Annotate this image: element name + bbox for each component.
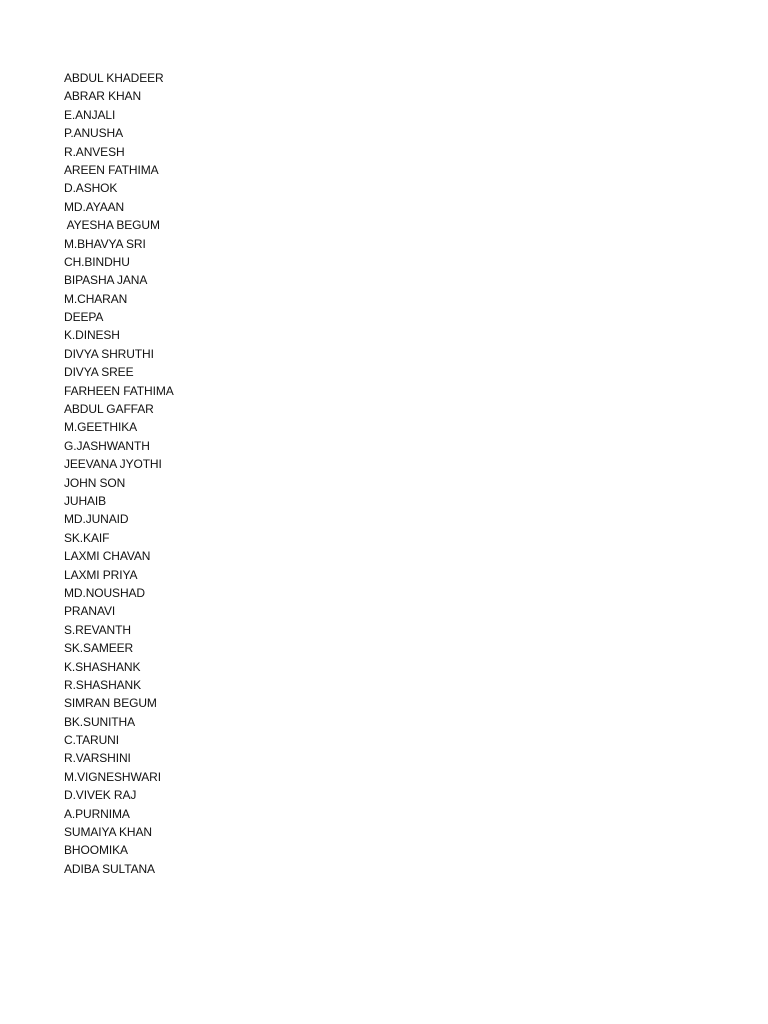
name-list-item: M.CHARAN xyxy=(64,291,128,306)
name-list-item: R.SHASHANK xyxy=(64,677,142,692)
name-list-item: DIVYA SREE xyxy=(64,365,134,380)
name-list-item: D.ASHOK xyxy=(64,181,118,196)
name-list-item: P.ANUSHA xyxy=(64,126,124,141)
name-list-item: G.JASHWANTH xyxy=(64,438,150,453)
name-list-item: E.ANJALI xyxy=(64,107,116,122)
name-list-item: CH.BINDHU xyxy=(64,254,130,269)
name-list-item: C.TARUNI xyxy=(64,733,119,748)
name-list-item: BK.SUNITHA xyxy=(64,714,136,729)
name-list-item: BHOOMIKA xyxy=(64,843,128,858)
name-list-item: LAXMI PRIYA xyxy=(64,567,138,582)
name-list-item: A.PURNIMA xyxy=(64,806,130,821)
name-list-item: R.ANVESH xyxy=(64,144,125,159)
name-list-item: MD.JUNAID xyxy=(64,512,129,527)
name-list-item: M.GEETHIKA xyxy=(64,420,138,435)
name-list-item: LAXMI CHAVAN xyxy=(64,549,151,564)
name-list-item: D.VIVEK RAJ xyxy=(64,788,137,803)
name-list-item: ADIBA SULTANA xyxy=(64,861,155,876)
name-list-item: K.SHASHANK xyxy=(64,659,141,674)
name-list-item: PRANAVI xyxy=(64,604,116,619)
name-list-item: ABRAR KHAN xyxy=(64,89,142,104)
name-list-item: K.DINESH xyxy=(64,328,120,343)
name-list-item: DEEPA xyxy=(64,310,104,325)
name-list-item: ABDUL KHADEER xyxy=(64,71,164,85)
name-list-item: DIVYA SHRUTHI xyxy=(64,346,154,361)
name-list-item: R.VARSHINI xyxy=(64,751,131,766)
name-list-item: M.VIGNESHWARI xyxy=(64,769,161,784)
name-list-item: BIPASHA JANA xyxy=(64,273,148,288)
name-list-item: SK.KAIF xyxy=(64,530,110,545)
name-list-item: SUMAIYA KHAN xyxy=(64,825,152,840)
name-list-item: MD.AYAAN xyxy=(64,199,125,214)
name-list-item: AYESHA BEGUM xyxy=(64,218,160,233)
name-list-item: S.REVANTH xyxy=(64,622,131,637)
name-list-item: ABDUL GAFFAR xyxy=(64,402,154,417)
name-list-item: JOHN SON xyxy=(64,475,126,490)
name-list-item: JUHAIB xyxy=(64,493,107,508)
name-list-item: SK.SAMEER xyxy=(64,641,134,656)
name-list-item: SIMRAN BEGUM xyxy=(64,696,157,711)
name-list-item: FARHEEN FATHIMA xyxy=(64,383,174,398)
name-list-item: JEEVANA JYOTHI xyxy=(64,457,162,472)
name-list-item: MD.NOUSHAD xyxy=(64,585,146,600)
name-list-item: M.BHAVYA SRI xyxy=(64,236,146,251)
name-list xyxy=(64,69,174,878)
name-list-item: AREEN FATHIMA xyxy=(64,162,159,177)
